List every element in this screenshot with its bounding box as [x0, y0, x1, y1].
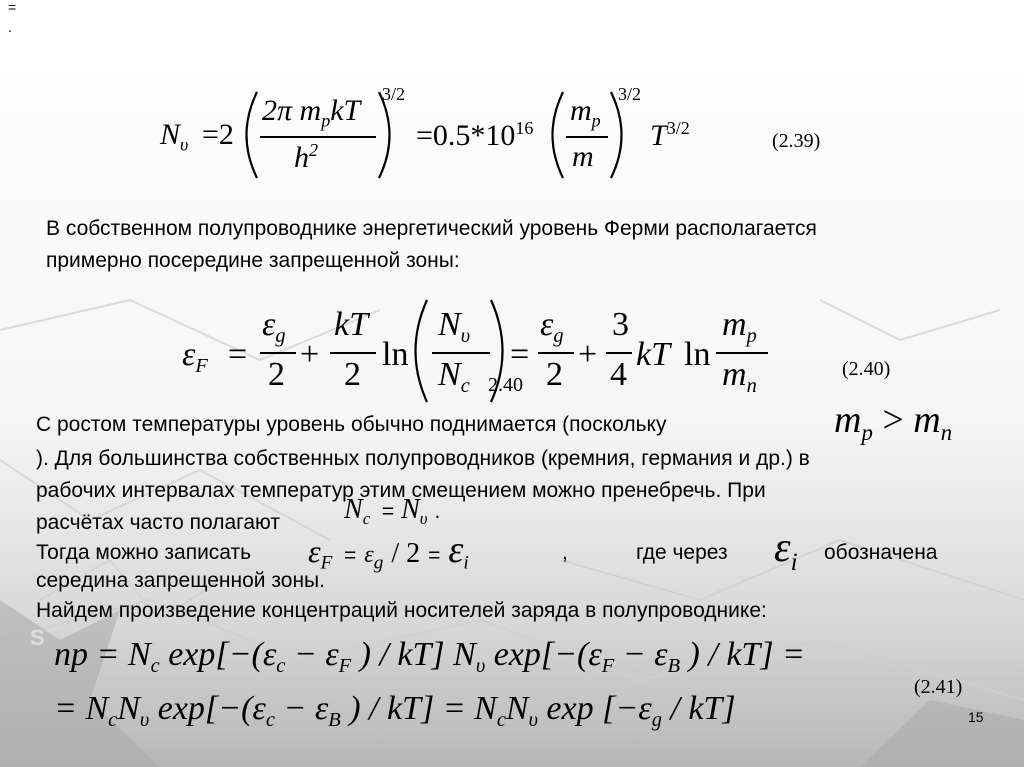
eq240-f6-bar: [716, 352, 768, 354]
eq240-f6-num: $m_p$: [722, 306, 757, 348]
eq239-fraction-bar: [260, 136, 376, 138]
eq239-left-paren-2: [548, 90, 566, 180]
eq241-row2: = $N_cN_\upsilon$ $\exp[-(\varepsilon_c - \varepsilon_B$ ) / $kT] = N_cN_\upsilon$ $\exp [-\varepsilon_g / kT]$: [54, 690, 736, 732]
eq240-f3-den: $N_c$: [438, 356, 470, 398]
eq239-frac2-denominator: m: [572, 140, 594, 173]
para2-line7: Найдем произведение концентраций носителей заряда в полупроводнике:: [36, 599, 767, 622]
eq239-left-paren: [242, 90, 260, 180]
eq240-kT: kT: [636, 336, 670, 373]
para2-line2: ). Для большинства собственных полупроводников (кремния, германия и др.) в: [36, 447, 810, 470]
slide-number: 15: [968, 709, 984, 725]
eq241-row1: np = $N_c$ $\exp[-(\varepsilon_c - \varepsilon_F$ ) / kT] $N_\upsilon$ $\exp[-(\varepsilon_F - \varepsilon_B$ ) / kT] =: [54, 636, 805, 678]
eq240-number: (2.40): [842, 358, 891, 380]
eq240-plus2: +: [578, 336, 598, 373]
eq239-denominator: $h^2$: [294, 140, 318, 174]
eq240-f2-bar: [330, 352, 376, 354]
eq240-f3-num: $N_\upsilon$: [438, 306, 471, 348]
corner-equals-mark: =: [8, 0, 17, 15]
eq240-inline-number: 2.40: [488, 374, 523, 396]
para2-line4: расчётах часто полагают: [36, 511, 280, 534]
eq239-exponent: 3/2: [382, 84, 406, 104]
eq240-ln2: ln: [684, 336, 711, 373]
eq240-epsF: $\varepsilon_F$: [182, 336, 208, 378]
para2-line5-middle: где через: [636, 541, 728, 564]
eq240-right-paren: [488, 298, 508, 404]
eq240-f2-num: kT: [334, 306, 368, 343]
eq240-f2-den: 2: [344, 356, 361, 393]
corner-dot-mark: .: [8, 19, 12, 35]
eq241-number: (2.41): [914, 676, 963, 698]
eq240-f3-bar: [432, 352, 490, 354]
eq239-number: (2.39): [772, 130, 821, 152]
eq240-eq1: =: [228, 336, 248, 373]
para2-line1: С ростом температуры уровень обычно поднимается (поскольку: [36, 413, 667, 436]
eq240-f4-bar: [538, 352, 574, 354]
para2-line5-end: обозначена: [824, 541, 938, 564]
eq240-f1-num: $\varepsilon_g$: [262, 306, 286, 348]
para1-line1: В собственном полупроводнике энергетический уровень Ферми располагается: [46, 217, 817, 240]
para2-line4-math: $N_c = N_\upsilon$ .: [344, 494, 441, 528]
eq240-f5-den: 4: [610, 356, 627, 393]
eq239-N: $N_\upsilon$: [160, 118, 189, 155]
eq240-eq2: =: [510, 336, 530, 373]
para2-line6: середина запрещенной зоны.: [36, 569, 325, 592]
para2-line5-math: $\varepsilon_F = \varepsilon_g / 2 = \varepsilon_i$: [308, 529, 469, 574]
para1-line2: примерно посередине запрещенной зоны:: [46, 249, 460, 272]
eq240-f4-num: $\varepsilon_g$: [540, 306, 564, 348]
eq240-f5-bar: [606, 352, 632, 354]
para2-inequality: $m_p > m_n$: [834, 399, 953, 445]
eq239-numerator: 2π $m_pkT$: [262, 94, 361, 131]
eq240-ln1: ln: [382, 336, 409, 373]
eq239-fraction-bar-2: [566, 136, 608, 138]
eq239-exponent-2: 3/2: [618, 84, 642, 104]
para2-line5-start: Тогда можно записать: [36, 541, 252, 564]
para2-line3: рабочих интервалах температур этим смещением можно пренебречь. При: [36, 479, 766, 502]
eq239-coefficient: $=0.5*10^{16}$: [416, 118, 534, 152]
eq240-f5-num: 3: [612, 306, 629, 343]
eq240-f4-den: 2: [546, 356, 563, 393]
eq239-equals-2: =2: [202, 118, 234, 151]
eq239-frac2-numerator: $m_p$: [570, 94, 601, 131]
eq239-T: $T^{3/2}$: [650, 118, 690, 152]
eq240-plus1: +: [300, 336, 320, 373]
para2-line5-comma: ,: [562, 541, 568, 564]
eq240-left-paren: [410, 298, 430, 404]
eq240-f1-bar: [260, 352, 296, 354]
eq240-f6-den: $m_n$: [722, 356, 757, 398]
svg-text:S: S: [30, 625, 45, 650]
eq240-f1-den: 2: [268, 356, 285, 393]
para2-line5-epsi: $\varepsilon_i$: [774, 525, 798, 576]
